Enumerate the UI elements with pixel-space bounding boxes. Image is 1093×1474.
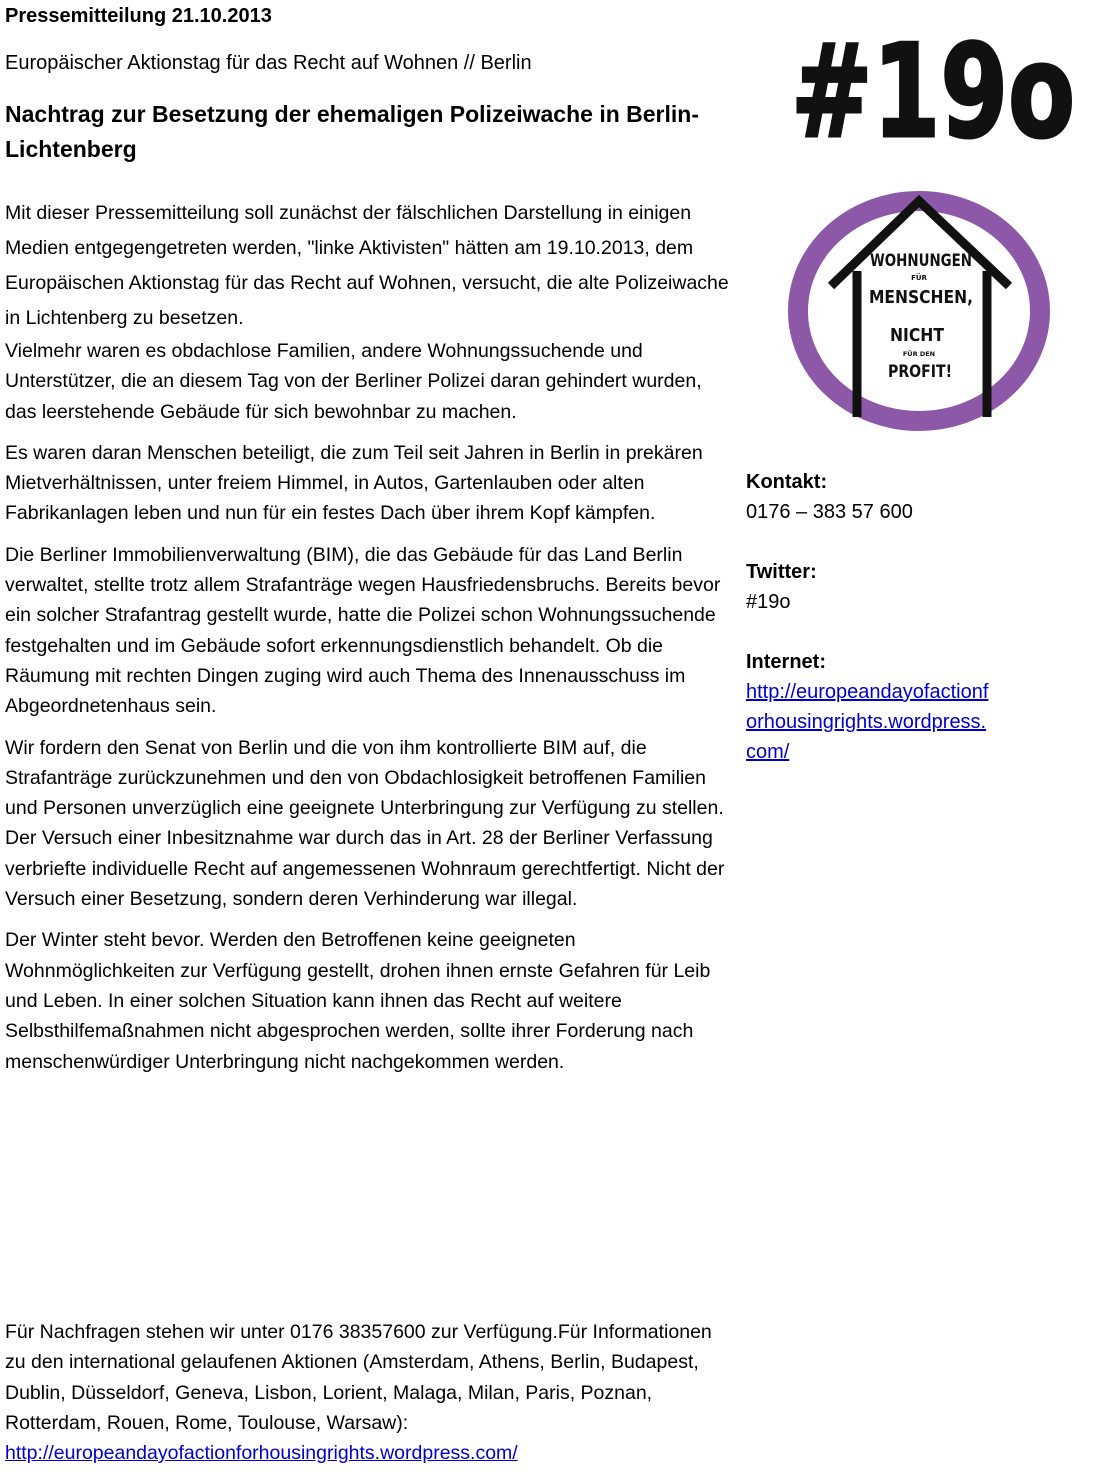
- paragraph-1: Mit dieser Pressemitteilung soll zunächst der fälschlichen Darstellung in einigen Medien entgegengetreten werden, "linke Aktivisten" hätten am 19.10.2013, dem Europäischen Aktionstag für das Recht auf Wohnen, versucht, die alte Polizeiwache in Lichtenberg zu besetzen.: [5, 202, 729, 329]
- contact-phone: 0176 – 383 57 600: [746, 501, 913, 523]
- logo-line-6: PROFIT!: [888, 362, 952, 382]
- paragraph-3: Es waren daran Menschen beteiligt, die zum Teil seit Jahren in Berlin in prekären Mietverhältnissen, unter freiem Himmel, in Autos, Gartenlauben oder alten Fabrikanlagen leben und nun für ein festes Dach über ihrem Kopf kämpfen.: [5, 441, 703, 525]
- logo-line-3: MENSCHEN,: [869, 287, 973, 308]
- internet-label: Internet:: [746, 651, 826, 673]
- closing-link[interactable]: http://europeandayofactionforhousingrights.wordpress.com/: [5, 1442, 518, 1465]
- internet-value: [746, 677, 996, 767]
- logo-line-2: FÜR: [911, 274, 927, 282]
- logo-line-4: NICHT: [890, 325, 945, 346]
- subtitle: Europäischer Aktionstag für das Recht auf Wohnen // Berlin: [5, 52, 532, 74]
- closing-paragraph: [5, 1317, 733, 1468]
- release-date-line: Pressemitteilung 21.10.2013: [5, 5, 272, 27]
- logo-ring: [798, 201, 1040, 421]
- twitter-hashtag: #19o: [746, 591, 791, 613]
- hashtag-text: #19o: [791, 28, 1075, 146]
- closing-text: Für Nachfragen stehen wir unter 0176 38357600 zur Verfügung.Für Informationen zu den international gelaufenen Aktionen (Amsterdam, Athens, Berlin, Budapest, Dublin, Düsseldorf, Geneva, Lisbon, Lorient, Malaga, Milan, Paris, Poznan, Rotterdam, Rouen, Rome, Toulouse, Warsaw):: [5, 1321, 712, 1434]
- internet-link[interactable]: http://europeandayofactionforhousingrights.wordpress.com/: [746, 681, 989, 763]
- contact-sidebar: [746, 467, 996, 797]
- body-text: [5, 196, 733, 1088]
- paragraph-4: Die Berliner Immobilienverwaltung (BIM), die das Gebäude für das Land Berlin verwaltet, stellte trotz allem Strafanträge wegen Hausfriedensbruchs. Bereits bevor ein solcher Strafantrag gestellt wurde, hatte die Polizei schon Wohnungssuchende festgehalten und im Gebäude sofort erkennungsdienstlich behandelt. Ob die Räumung mit rechten Dingen zuging wird auch Thema des Innenausschuss im Abgeordnetenhaus sein.: [5, 543, 721, 718]
- paragraph-5: Wir fordern den Senat von Berlin und die von ihm kontrollierte BIM auf, die Strafanträge zurückzunehmen und den von Obdachlosigkeit betroffenen Familien und Personen unverzüglich eine geeignete Unterbringung zur Verfügung zu stellen. Der Versuch einer Inbesitznahme war durch das in Art. 28 der Berliner Verfassung verbriefte individuelle Recht auf angemessenen Wohnraum gerechtfertigt. Nicht der Versuch einer Besetzung, sondern deren Verhinderung war illegal.: [5, 736, 725, 911]
- paragraph-6: Der Winter steht bevor. Werden den Betroffenen keine geeigneten Wohnmöglichkeiten zur Verfügung gestellt, drohen ihnen ernste Gefahren für Leib und Leben. In einer solchen Situation kann ihnen das Recht auf weitere Selbsthilfemaßnahmen nicht abgesprochen werden, sollte ihrer Forderung nach menschenwürdiger Unterbringung nicht nachgekommen werden.: [5, 929, 711, 1073]
- twitter-label: Twitter:: [746, 561, 817, 583]
- logo-line-1: WOHNUNGEN: [870, 251, 972, 271]
- contact-label: Kontakt:: [746, 471, 828, 493]
- housing-campaign-logo: [787, 191, 1051, 431]
- hashtag-logo: [788, 28, 1078, 146]
- headline: Nachtrag zur Besetzung der ehemaligen Polizeiwache in Berlin-Lichtenberg: [5, 101, 699, 162]
- paragraph-2: Vielmehr waren es obdachlose Familien, andere Wohnungssuchende und Unterstützer, die an diesem Tag von der Berliner Polizei daran gehindert wurden, das leerstehende Gebäude für sich bewohnbar zu machen.: [5, 340, 702, 423]
- logo-line-5: FÜR DEN: [902, 350, 936, 358]
